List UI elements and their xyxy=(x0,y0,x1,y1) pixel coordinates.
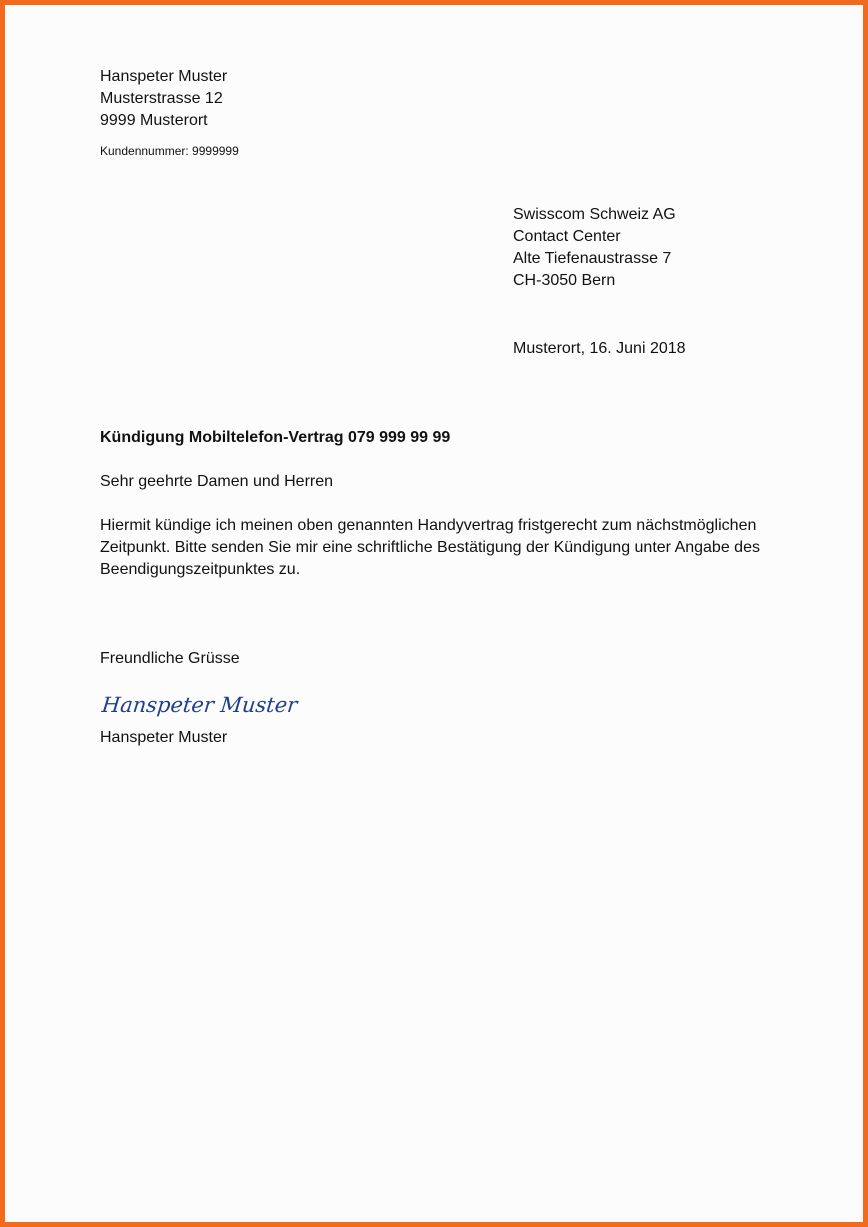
recipient-department: Contact Center xyxy=(513,228,621,245)
sender-city: 9999 Musterort xyxy=(100,112,208,129)
letter-subject: Kündigung Mobiltelefon-Vertrag 079 999 99 99 xyxy=(100,429,451,446)
salutation-text: Sehr geehrte Damen und Herren xyxy=(100,473,334,490)
letter-date xyxy=(513,338,686,360)
salutation xyxy=(100,471,333,493)
sender-street: Musterstrasse 12 xyxy=(100,90,223,107)
closing xyxy=(100,648,240,670)
recipient-company: Swisscom Schweiz AG xyxy=(513,206,676,223)
sender-name: Hanspeter Muster xyxy=(100,68,228,85)
handwritten-signature: Hanspeter Muster xyxy=(100,693,299,717)
customer-number: Kundennummer: 9999999 xyxy=(100,144,239,158)
printed-name xyxy=(100,727,227,749)
body-line: Beendigungszeitpunktes zu. xyxy=(100,561,301,578)
recipient-city: CH-3050 Bern xyxy=(513,272,616,289)
recipient-address xyxy=(513,204,676,292)
letter-body xyxy=(100,515,760,581)
printed-name-text: Hanspeter Muster xyxy=(100,729,228,746)
sender-address xyxy=(100,66,227,132)
date-text: Musterort, 16. Juni 2018 xyxy=(513,340,686,357)
closing-text: Freundliche Grüsse xyxy=(100,650,240,667)
body-line: Hiermit kündige ich meinen oben genannten Handyvertrag fristgerecht zum nächstmöglichen xyxy=(100,517,757,534)
body-line: Zeitpunkt. Bitte senden Sie mir eine schriftliche Bestätigung der Kündigung unter Angabe des xyxy=(100,539,760,556)
recipient-street: Alte Tiefenaustrasse 7 xyxy=(513,250,672,267)
